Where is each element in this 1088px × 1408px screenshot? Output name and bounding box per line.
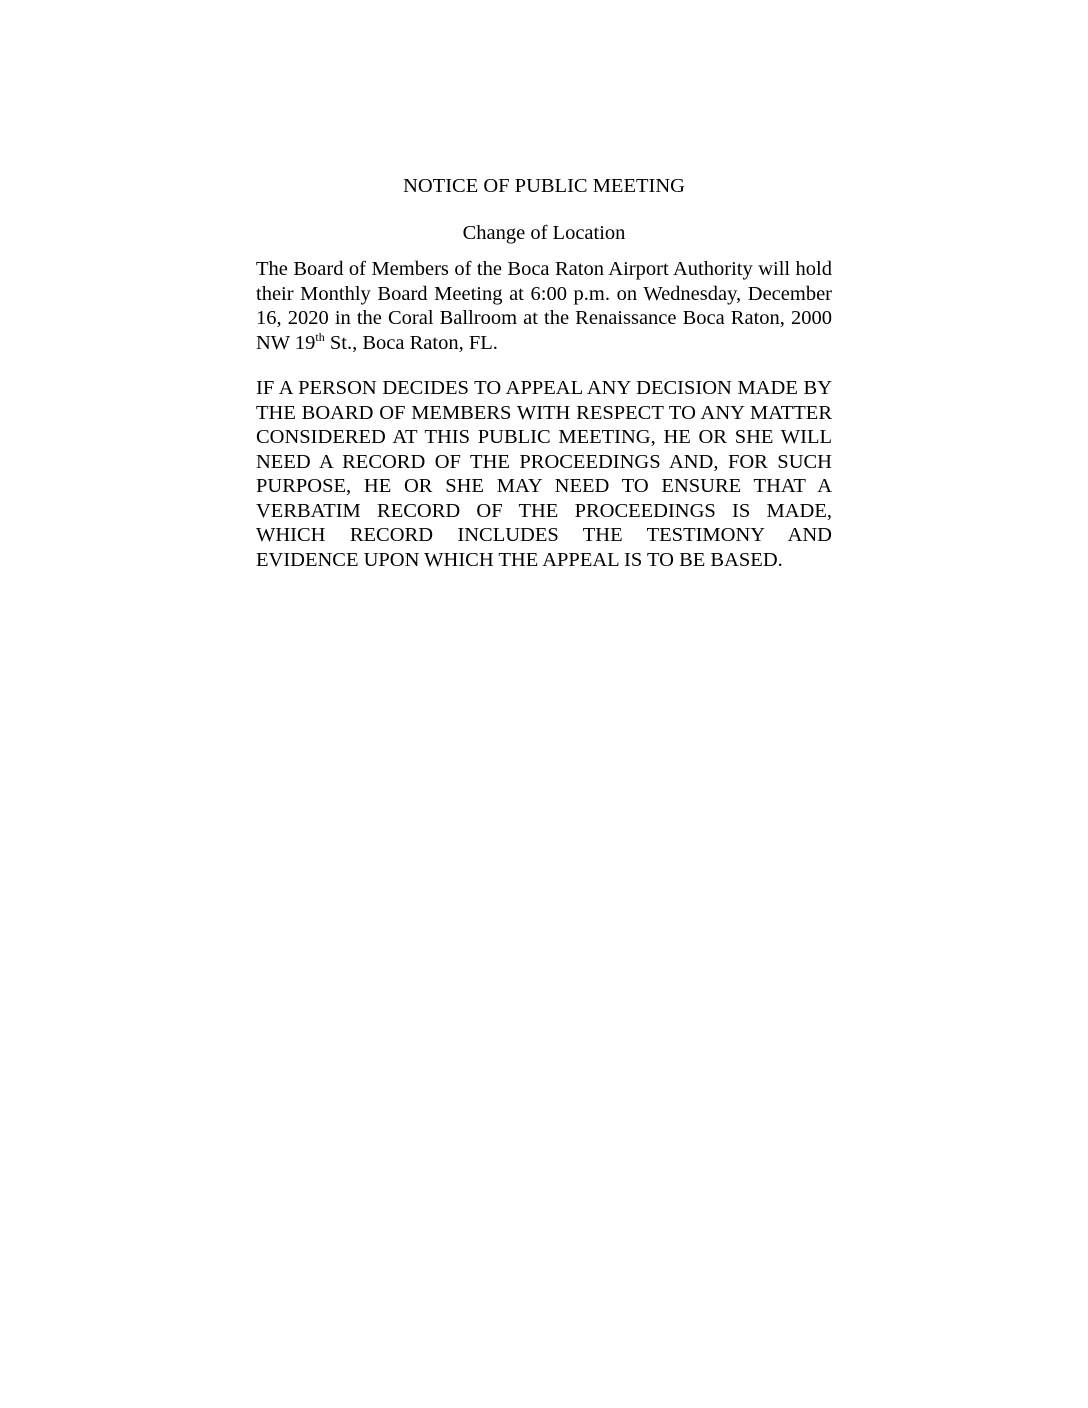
meeting-details-paragraph: [256, 257, 832, 355]
notice-subtitle: Change of Location: [462, 221, 626, 244]
ordinal-suffix: th: [315, 329, 325, 344]
notice-title: NOTICE OF PUBLIC MEETING: [403, 175, 685, 197]
meeting-details-text-end: St., Boca Raton, FL.: [324, 331, 498, 354]
meeting-notice: [256, 174, 832, 572]
meeting-details-text: The Board of Members of the Boca Raton Airport Authority will hold their Monthly Board Meeting at 6:00 p.m. on Wednesday, December 16, 2020 in the Coral Ballroom at the Renaissance Boca Raton, 2000 NW 19: [256, 258, 832, 354]
appeal-notice-paragraph: IF A PERSON DECIDES TO APPEAL ANY DECISION MADE BY THE BOARD OF MEMBERS WITH RESPECT TO ANY MATTER CONSIDERED AT THIS PUBLIC MEETING, HE OR SHE WILL NEED A RECORD OF THE PROCEEDINGS AND, FOR SUCH PURPOSE, HE OR SHE MAY NEED TO ENSURE THAT A VERBATIM RECORD OF THE PROCEEDINGS IS MADE, WHICH RECORD INCLUDES THE TESTIMONY AND EVIDENCE UPON WHICH THE APPEAL IS TO BE BASED.: [256, 377, 832, 571]
